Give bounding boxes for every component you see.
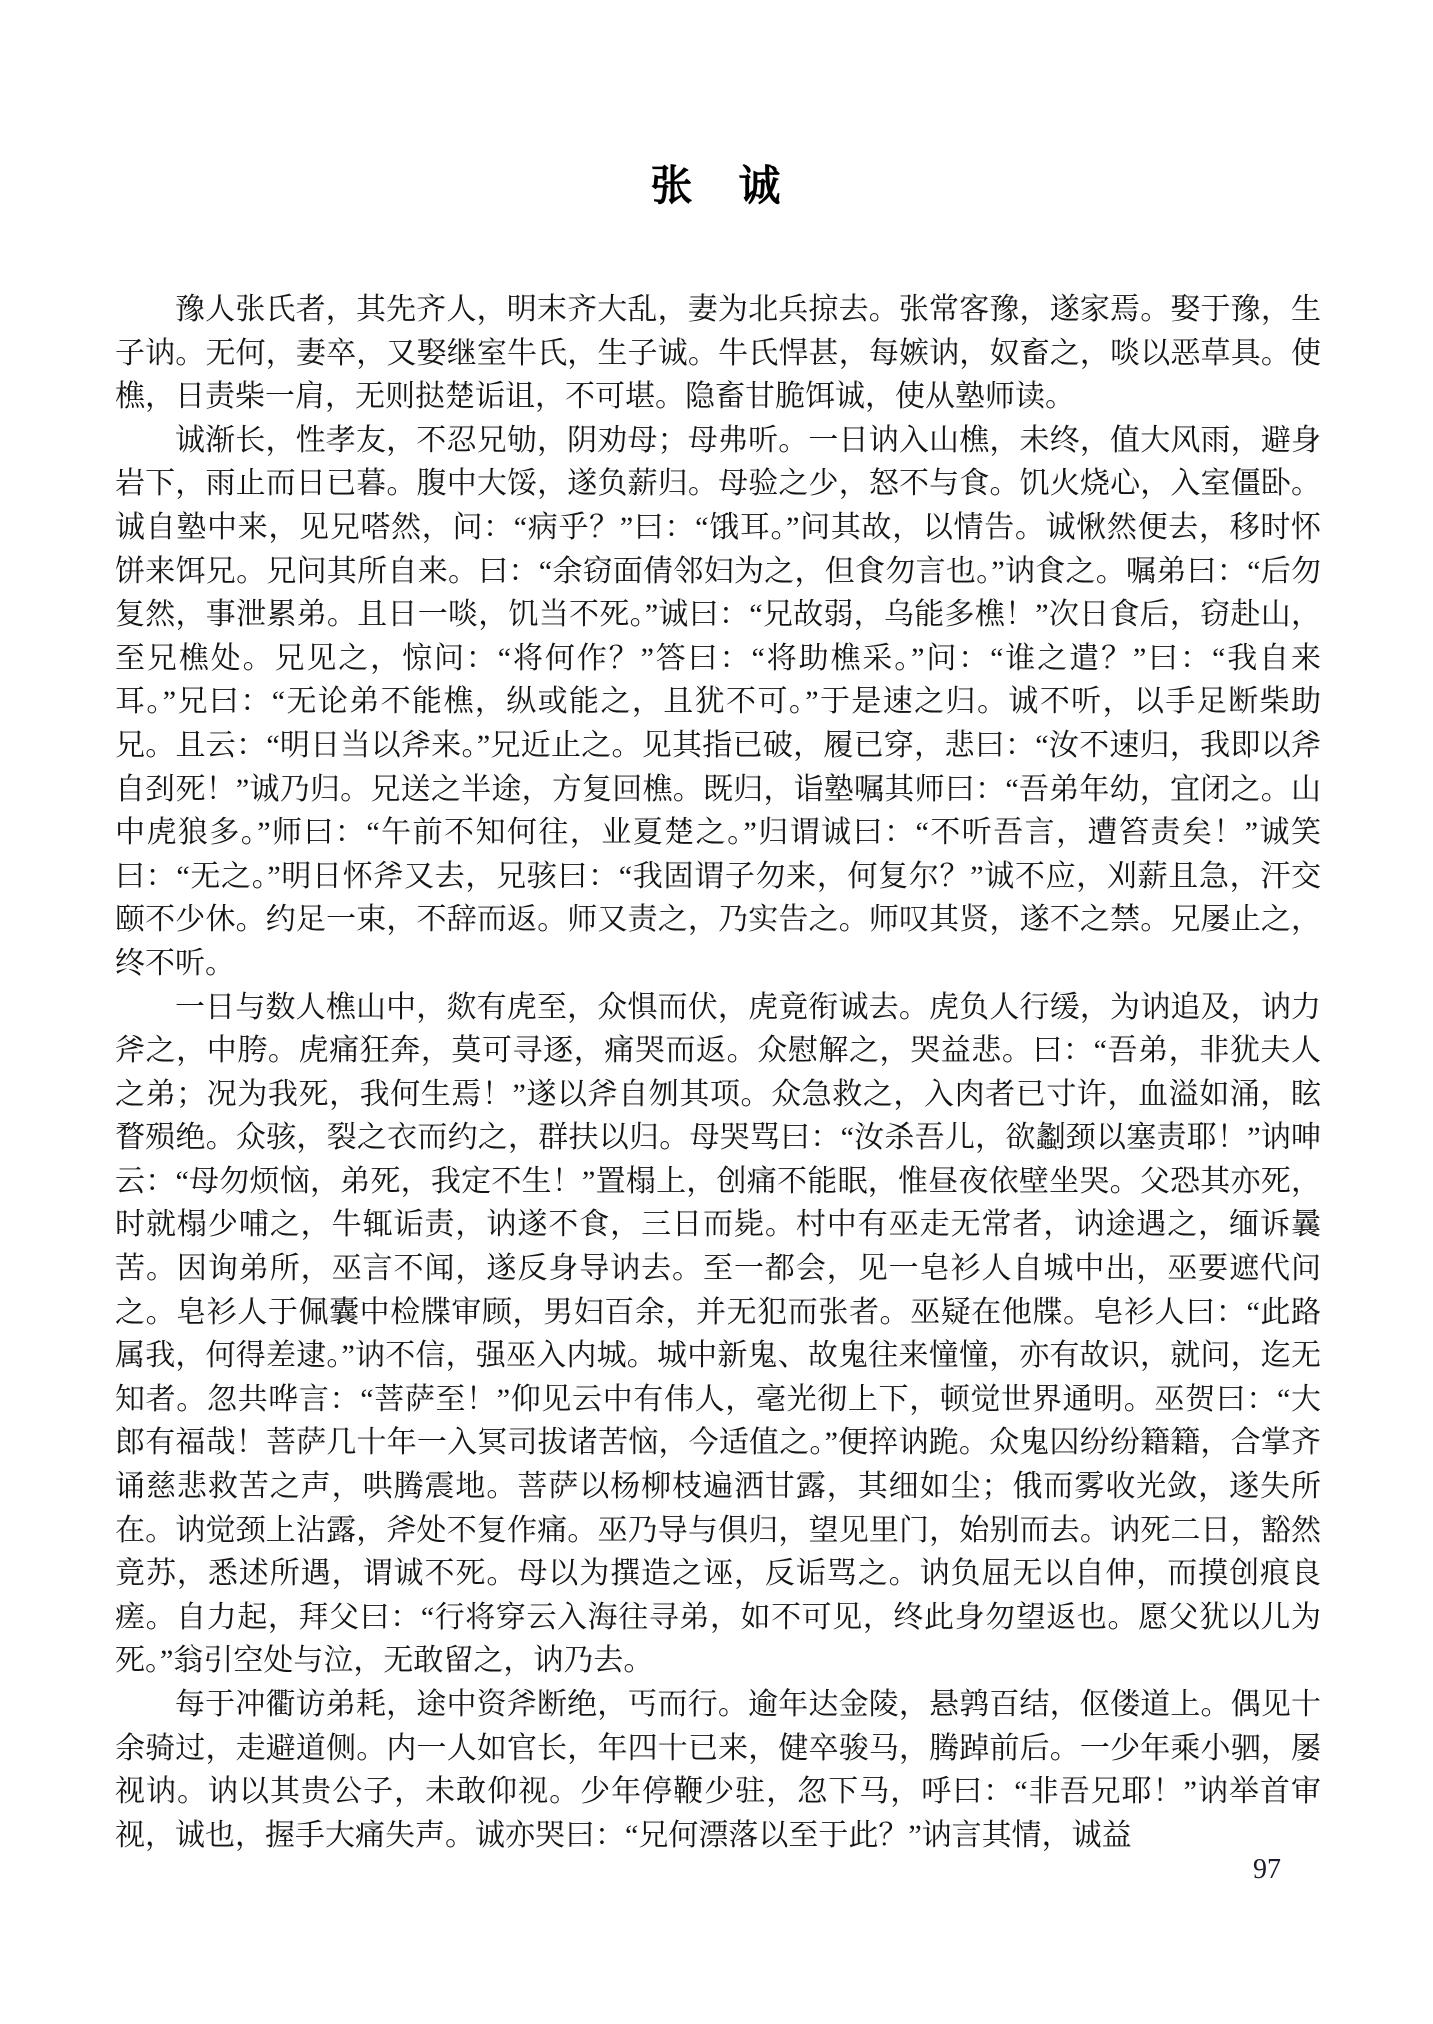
page-title: 张 诚 — [650, 164, 783, 210]
page-number: 97 — [1253, 1854, 1281, 1885]
paragraph: 一日与数人樵山中，欻有虎至，众惧而伏，虎竟衔诚去。虎负人行缓，为讷追及，讷力斧之，中胯。虎痛狂奔，莫可寻逐，痛哭而返。众慰解之，哭益悲。曰：“吾弟，非犹夫人之弟；况为我死，我何生焉！”遂以斧自刎其项。众急救之，入肉者已寸许，血溢如涌，眩瞀殒绝。众骇，裂之衣而约之，群扶以归。母哭骂曰：“汝杀吾儿，欲劙颈以塞责耶！”讷呻云：“母勿烦恼，弟死，我定不生！”置榻上，创痛不能眠，惟昼夜依壁坐哭。父恐其亦死，时就榻少哺之，牛辄诟责，讷遂不食，三日而毙。村中有巫走无常者，讷途遇之，缅诉曩苦。因询弟所，巫言不闻，遂反身导讷去。至一都会，见一皂衫人自城中出，巫要遮代问之。皂衫人于佩囊中检牒审顾，男妇百余，并无犯而张者。巫疑在他牒。皂衫人曰：“此路属我，何得差逮。”讷不信，强巫入内城。城中新鬼、故鬼往来憧憧，亦有故识，就问，迄无知者。忽共哗言：“菩萨至！”仰见云中有伟人，毫光彻上下，顿觉世界通明。巫贺曰：“大郎有福哉！菩萨几十年一入冥司拔诸苦恼，今适值之。”便捽讷跪。众鬼囚纷纷籍籍，合掌齐诵慈悲救苦之声，哄腾震地。菩萨以杨柳枝遍洒甘露，其细如尘；俄而雾收光敛，遂失所在。讷觉颈上沾露，斧处不复作痛。巫乃导与俱归，望见里门，始别而去。讷死二日，豁然竟苏，悉述所遇，谓诚不死。母以为撰造之诬，反诟骂之。讷负屈无以自伸，而摸创痕良瘥。自力起，拜父曰：“行将穿云入海往寻弟，如不可见，终此身勿望返也。愿父犹以儿为死。”翁引空处与泣，无敢留之，讷乃去。 — [115, 990, 1321, 1678]
paragraph: 每于冲衢访弟耗，途中资斧断绝，丐而行。逾年达金陵，悬鹑百结，伛偻道上。偶见十余骑过，走避道侧。内一人如官长，年四十已来，健卒骏马，腾踔前后。一少年乘小驷，屡视讷。讷以其贵公子，未敢仰视。少年停鞭少驻，忽下马，呼曰：“非吾兄耶！”讷举首审视，诚也，握手大痛失声。诚亦哭曰：“兄何漂落以至于此？”讷言其情，诚益 — [115, 1688, 1321, 1852]
paragraph: 诚渐长，性孝友，不忍兄劬，阴劝母；母弗听。一日讷入山樵，未终，值大风雨，避身岩下，雨止而日已暮。腹中大馁，遂负薪归。母验之少，怒不与食。饥火烧心，入室僵卧。诚自塾中来，见兄嗒然，问：“病乎？”曰：“饿耳。”问其故，以情告。诚愀然便去，移时怀饼来饵兄。兄问其所自来。曰：“余窃面倩邻妇为之，但食勿言也。”讷食之。嘱弟曰：“后勿复然，事泄累弟。且日一啖，饥当不死。”诚曰：“兄故弱，乌能多樵！”次日食后，窃赴山，至兄樵处。兄见之，惊问：“将何作？”答曰：“将助樵采。”问：“谁之遣？”曰：“我自来耳。”兄曰：“无论弟不能樵，纵或能之，且犹不可。”于是速之归。诚不听，以手足断柴助兄。且云：“明日当以斧来。”兄近止之。见其指已破，履已穿，悲曰：“汝不速归，我即以斧自刭死！”诚乃归。兄送之半途，方复回樵。既归，诣塾嘱其师曰：“吾弟年幼，宜闭之。山中虎狼多。”师曰：“午前不知何往，业夏楚之。”归谓诚曰：“不听吾言，遭笞责矣！”诚笑曰：“无之。”明日怀斧又去，兄骇曰：“我固谓子勿来，何复尔？”诚不应，刈薪且急，汗交颐不少休。约足一束，不辞而返。师又责之，乃实告之。师叹其贤，遂不之禁。兄屡止之，终不听。 — [115, 423, 1321, 980]
paragraph: 豫人张氏者，其先齐人，明末齐大乱，妻为北兵掠去。张常客豫，遂家焉。娶于豫，生子讷。无何，妻卒，又娶继室牛氏，生子诚。牛氏悍甚，每嫉讷，奴畜之，啖以恶草具。使樵，日责柴一肩，无则挞楚诟诅，不可堪。隐畜甘脆饵诚，使从塾师读。 — [115, 293, 1321, 414]
document-body — [115, 288, 1321, 1857]
